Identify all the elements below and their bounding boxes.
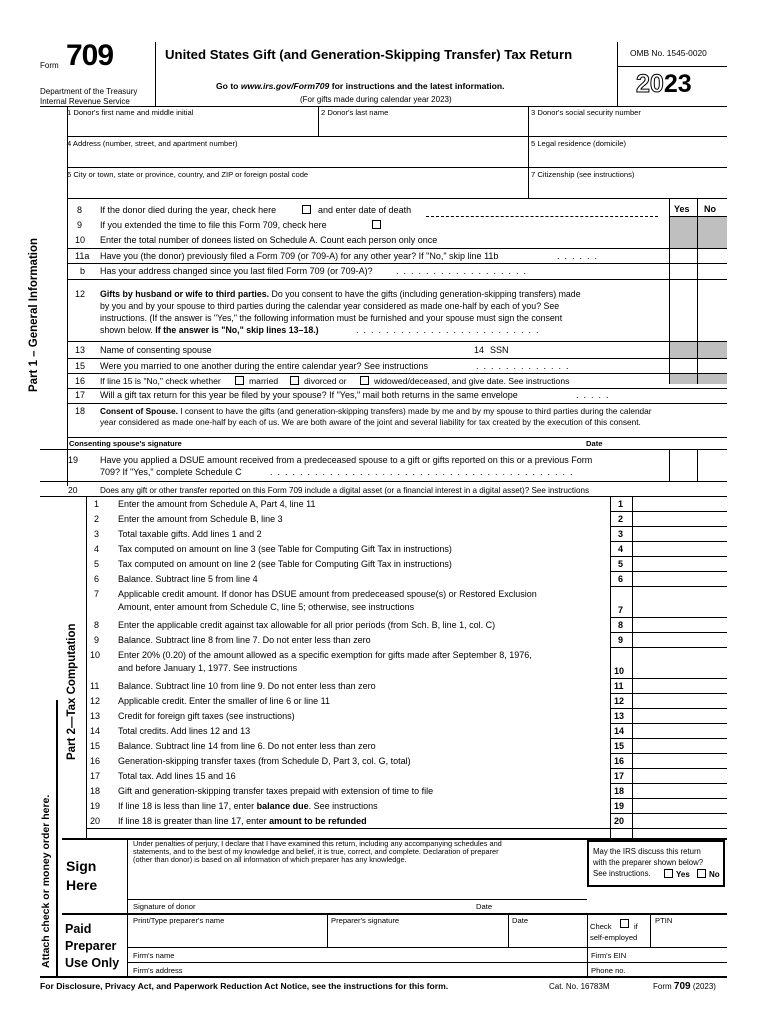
tax-line-box-number: 8 [618,620,624,630]
field-address-label: 4 Address (number, street, and apartment number) [67,139,238,148]
preparer-name-label: Print/Type preparer's name [133,916,225,925]
preparer-title-1: Paid [65,922,92,936]
spouse-name-input[interactable] [232,343,470,356]
line-9-number: 9 [77,220,83,230]
tax-line-text: Balance. Subtract line 5 from line 4 [118,574,258,584]
tax-line-number: 11 [90,681,100,691]
tax-line-text-continued: and before January 1, 1977. See instructions [118,663,298,673]
widowed-checkbox[interactable] [360,376,369,385]
form-title: United States Gift (and Generation-Skipping Transfer) Tax Return [165,47,573,62]
tax-line-number: 15 [90,741,101,751]
tax-line-amount-input[interactable] [633,679,727,693]
tax-line-text: Applicable credit. Enter the smaller of line 6 or line 11 [118,696,330,706]
tax-line-box-number: 7 [618,605,624,615]
tax-line-amount-input[interactable] [633,527,727,541]
line-15-number: 15 [75,361,86,371]
tax-line-amount-input[interactable] [633,572,727,586]
tax-line-text: Enter 20% (0.20) of the amount allowed as a specific exemption for gifts made after September 8, 1976, [118,650,532,660]
ptin-label: PTIN [655,916,673,925]
married-checkbox[interactable] [235,376,244,385]
tax-line-text: Applicable credit amount. If donor has DSUE amount from predeceased spouse(s) or Restored Exclusion [118,589,537,599]
donor-date-label: Date [476,902,493,911]
tax-line-amount-input[interactable] [633,724,727,738]
tax-line-number: 3 [94,529,100,539]
line-18-number: 18 [75,406,86,416]
line-15-text: Were you married to one another during the entire calendar year? See instructions [100,361,429,371]
tax-line-box-number: 10 [614,666,625,676]
line-11a-number: 11a [75,251,90,261]
firm-name-input[interactable] [180,949,584,961]
irs-discuss-text-2: with the preparer shown below? [593,858,704,867]
line-17-text: Will a gift tax return for this year be filed by your spouse? If "Yes," mail both returns in the same envelope [100,390,518,400]
tax-line-amount-input[interactable] [633,769,727,783]
tax-line-number: 13 [90,711,101,721]
part2-side-label: Part 2—Tax Computation [66,623,78,760]
tax-line-amount-input[interactable] [633,618,727,632]
phone-input[interactable] [630,964,724,976]
preparer-signature-label: Preparer's signature [331,916,400,925]
department: Department of the Treasury [40,87,138,96]
tax-line-number: 20 [90,816,101,826]
tax-line-text: Enter the applicable credit against tax allowable for all prior periods (from Sch. B, line 1, col. C) [118,620,496,630]
tax-line-box-number: 12 [614,696,625,706]
tax-line-text: Total taxable gifts. Add lines 1 and 2 [118,529,262,539]
spouse-signature-label: Consenting spouse's signature [69,439,182,448]
tax-line-amount-input[interactable] [633,633,727,647]
line-19-text-1: Have you applied a DSUE amount received from a predeceased spouse to a gift or gifts reported on this or a previous Form [100,455,593,465]
tax-line-box-number: 3 [618,529,624,539]
tax-line-amount-input[interactable] [633,497,727,511]
q11b-yes-cell[interactable] [670,264,697,279]
sign-title: Sign [66,858,97,874]
irs-discuss-no-checkbox[interactable] [697,869,706,878]
q17-no-cell[interactable] [698,389,727,403]
donor-died-checkbox[interactable] [302,205,311,214]
q12-no-cell[interactable] [698,280,727,341]
line-11b-number: b [80,266,86,276]
tax-line-number: 6 [94,574,100,584]
donor-ssn-input[interactable] [531,118,725,136]
privacy-notice: For Disclosure, Privacy Act, and Paperwork Reduction Act Notice, see the instructions for this form. [40,981,449,991]
tax-line-text: Total tax. Add lines 15 and 16 [118,771,236,781]
spouse-date-label: Date [586,439,603,448]
line-19-text-2: 709? If "Yes," complete Schedule C [100,467,242,477]
preparer-title-3: Use Only [65,956,120,970]
instructions-line: Go to www.irs.gov/Form709 for instructions and the latest information. [216,81,505,91]
q12-yes-cell[interactable] [670,280,697,341]
part1-side-label: Part 1 – General Information [28,237,40,392]
tax-line-number: 5 [94,559,100,569]
field-city-label: 6 City or town, state or province, country, and ZIP or foreign postal code [67,170,309,179]
tax-line-box-number: 14 [614,726,625,736]
tax-line-amount-input[interactable] [633,512,727,526]
tax-line-amount-input[interactable] [633,739,727,753]
donor-signature-field[interactable] [130,868,580,898]
extension-checkbox[interactable] [372,220,381,229]
line-11b-text: Has your address changed since you last filed Form 709 (or 709-A)? [100,266,373,276]
tax-line-number: 12 [90,696,101,706]
line-8-date-label: and enter date of death [318,205,412,215]
tax-line-box-number: 11 [614,681,624,691]
yes-column-header: Yes [674,204,690,214]
tax-line-box-number: 19 [614,801,625,811]
tax-line-number: 17 [90,771,101,781]
tax-line-number: 16 [90,756,101,766]
address-input[interactable] [67,149,525,167]
tax-line-text: Gift and generation-skipping transfer taxes prepaid with extension of time to file [118,786,434,796]
irs-discuss-yes-checkbox[interactable] [664,869,673,878]
tax-line-amount-input[interactable] [633,754,727,768]
irs-discuss-text-1: May the IRS discuss this return [593,847,701,856]
preparer-signature-input[interactable] [330,927,506,945]
self-employed-checkbox[interactable] [620,919,629,928]
tax-line-box-number: 2 [618,514,624,524]
footer-form-id: Form 709 (2023) [653,981,716,992]
spouse-ssn-input[interactable] [514,343,664,356]
line-12-text-4: shown below. If the answer is "No," skip lines 13–18.) [100,325,319,335]
line-9-text: If you extended the time to file this Form 709, check here [100,220,327,230]
tax-line-amount-input[interactable] [633,648,727,678]
tax-line-amount-input[interactable] [633,542,727,556]
line-10-number: 10 [75,235,86,245]
line-13-number: 13 [75,345,86,355]
line-8-text: If the donor died during the year, check here [100,205,277,215]
q19-yes-cell[interactable] [670,450,697,481]
q11a-no-cell[interactable] [698,249,727,263]
spouse-signature-field[interactable] [67,429,727,437]
q17-yes-cell[interactable] [670,389,697,403]
perjury-statement-3: (other than donor) is based on all information of which preparer has any knowledge. [133,855,407,864]
tax-line-text: Generation-skipping transfer taxes (from Schedule D, Part 3, col. G, total) [118,756,411,766]
tax-line-amount-input[interactable] [633,814,727,828]
line-12-text-2: by you and by your spouse to third parties during the calendar year considered as made one-half by each of you? See [100,301,560,311]
field-citizenship-label: 7 Citizenship (see instructions) [531,170,635,179]
bureau: Internal Revenue Service [40,97,130,106]
tax-line-text: Balance. Subtract line 8 from line 7. Do not enter less than zero [118,635,371,645]
line-13-text: Name of consenting spouse [100,345,212,355]
firm-ein-input[interactable] [634,949,724,961]
form-label: Form [40,61,59,70]
tax-line-text: Tax computed on amount on line 2 (see Table for Computing Gift Tax in instructions) [118,559,452,569]
tax-line-text: Balance. Subtract line 14 from line 6. Do not enter less than zero [118,741,376,751]
tax-line-number: 8 [94,620,100,630]
preparer-title-2: Preparer [65,939,117,953]
first-name-input[interactable] [67,118,315,136]
tax-line-text: Tax computed on amount on line 3 (see Table for Computing Gift Tax in instructions) [118,544,452,554]
tax-line-number: 9 [94,635,100,645]
tax-line-box-number: 15 [614,741,625,751]
irs-discuss-yes-label: Yes [676,870,690,879]
tax-line-amount-input[interactable] [633,709,727,723]
line-14-number: 14 [474,345,485,355]
firm-name-label: Firm's name [133,951,175,960]
line-12-text-3: instructions. (If the answer is "Yes," the following information must be furnished and your spouse must sign the consent [100,313,563,323]
line-20-text: Does any gift or other transfer reported on this Form 709 include a digital asset (or a financial interest in a digital asset)? See instructions [100,486,590,495]
line-12-text-1: Gifts by husband or wife to third parties. Do you consent to have the gifts (including generation-skipping transfers) made [100,289,581,299]
irs-discuss-no-label: No [709,870,720,879]
form-number: 709 [66,39,114,72]
tax-line-number: 14 [90,726,101,736]
tax-line-box-number: 5 [618,559,624,569]
catalog-number: Cat. No. 16783M [549,982,610,991]
form-subtitle: (For gifts made during calendar year 2023) [300,95,452,104]
q19-no-cell[interactable] [698,450,727,481]
firm-address-label: Firm's address [133,966,183,975]
preparer-date-input[interactable] [511,927,585,945]
tax-line-text: Enter the amount from Schedule B, line 3 [118,514,283,524]
q11a-yes-cell[interactable] [670,249,697,263]
divorced-label: divorced or [304,376,347,386]
tax-line-amount-input[interactable] [633,587,727,617]
tax-line-rule [86,828,727,829]
tax-line-box-number: 20 [614,816,625,826]
tax-line-number: 7 [94,589,100,599]
city-input[interactable] [67,180,525,198]
line-16-text: If line 15 is "No," check whether [100,376,221,386]
tax-line-box-number: 1 [618,499,624,509]
firm-address-input[interactable] [185,964,584,976]
phone-label: Phone no. [591,966,626,975]
preparer-name-input[interactable] [130,927,324,945]
line-20-number: 20 [68,485,78,495]
tax-line-text: Total credits. Add lines 12 and 13 [118,726,251,736]
tax-line-box-number: 9 [618,635,624,645]
donee-count-input[interactable] [484,234,664,247]
domicile-input[interactable] [531,149,725,167]
ptin-input[interactable] [653,927,725,945]
line-17-number: 17 [75,390,86,400]
tax-line-number: 4 [94,544,100,554]
q15-no-cell[interactable] [698,359,727,373]
widowed-label: widowed/deceased, and give date. See instructions [374,376,570,386]
tax-year: 2023 [636,70,692,98]
no-column-header: No [704,204,716,214]
citizenship-input[interactable] [531,180,725,198]
tax-line-number: 2 [94,514,100,524]
donor-signature-label: Signature of donor [133,902,196,911]
tax-line-amount-input[interactable] [633,799,727,813]
tax-line-text-continued: Amount, enter amount from Schedule C, line 5; otherwise, see instructions [118,602,415,612]
field-ssn-label: 3 Donor's social security number [531,108,641,117]
tax-line-number: 10 [90,650,101,660]
tax-line-box-number: 13 [614,711,625,721]
attach-check-label: Attach check or money order here. [40,794,52,968]
divorced-checkbox[interactable] [290,376,299,385]
q15-yes-cell[interactable] [670,359,697,373]
here-title: Here [66,877,98,893]
tax-line-amount-input[interactable] [633,557,727,571]
tax-line-text: Enter the amount from Schedule A, Part 4, line 11 [118,499,316,509]
married-label: married [249,376,279,386]
perjury-statement-2: statements, and to the best of my knowledge and belief, it is true, correct, and complete. Declaration of preparer [133,847,499,856]
tax-line-text: If line 18 is greater than line 17, enter amount to be refunded [118,816,367,826]
last-name-input[interactable] [321,118,525,136]
self-employed-if-label: if [634,922,638,931]
tax-line-box-number: 6 [618,574,624,584]
tax-line-text: Balance. Subtract line 10 from line 9. Do not enter less than zero [118,681,376,691]
tax-line-text: Credit for foreign gift taxes (see instructions) [118,711,295,721]
irs-discuss-text-3: See instructions. [593,869,651,878]
tax-line-box-number: 4 [618,544,624,554]
date-of-death-input[interactable] [426,205,658,217]
line-14-text: SSN [490,345,509,355]
self-employed-check-label: Check [590,922,612,931]
tax-line-text: If line 18 is less than line 17, enter balance due. See instructions [118,801,378,811]
preparer-date-label: Date [512,916,529,925]
line-12-number: 12 [75,289,86,299]
line-18-text-1: Consent of Spouse. I consent to have the gifts (and generation-skipping transfers) made by me and by my spouse to third parties during the calendar [100,406,652,416]
line-18-text-2: year considered as made one-half by each of us. We are both aware of the joint and several liability for tax created by the execution of this consent. [100,417,641,427]
tax-line-box-number: 16 [614,756,625,766]
line-16-number: 16 [75,376,86,386]
field-last-name-label: 2 Donor's last name [321,108,389,117]
tax-line-number: 18 [90,786,101,796]
tax-line-number: 1 [94,499,100,509]
line-11a-text: Have you (the donor) previously filed a Form 709 (or 709-A) for any other year? If "No," skip line 11b [100,251,499,261]
self-employed-label: self-employed [590,933,638,942]
perjury-statement-1: Under penalties of perjury, I declare that I have examined this return, including any accompanying schedules and [133,839,502,848]
line-8-number: 8 [77,205,83,215]
firm-ein-label: Firm's EIN [591,951,627,960]
omb-number: OMB No. 1545-0020 [630,48,707,58]
field-domicile-label: 5 Legal residence (domicile) [531,139,626,148]
line-19-number: 19 [68,455,79,465]
q11b-no-cell[interactable] [698,264,727,279]
tax-line-box-number: 17 [614,771,625,781]
field-first-name-label: 1 Donor's first name and middle initial [67,108,194,117]
line-10-text: Enter the total number of donees listed on Schedule A. Count each person only once [100,235,438,245]
tax-line-box-number: 18 [614,786,625,796]
tax-line-number: 19 [90,801,101,811]
tax-line-amount-input[interactable] [633,694,727,708]
tax-line-amount-input[interactable] [633,784,727,798]
